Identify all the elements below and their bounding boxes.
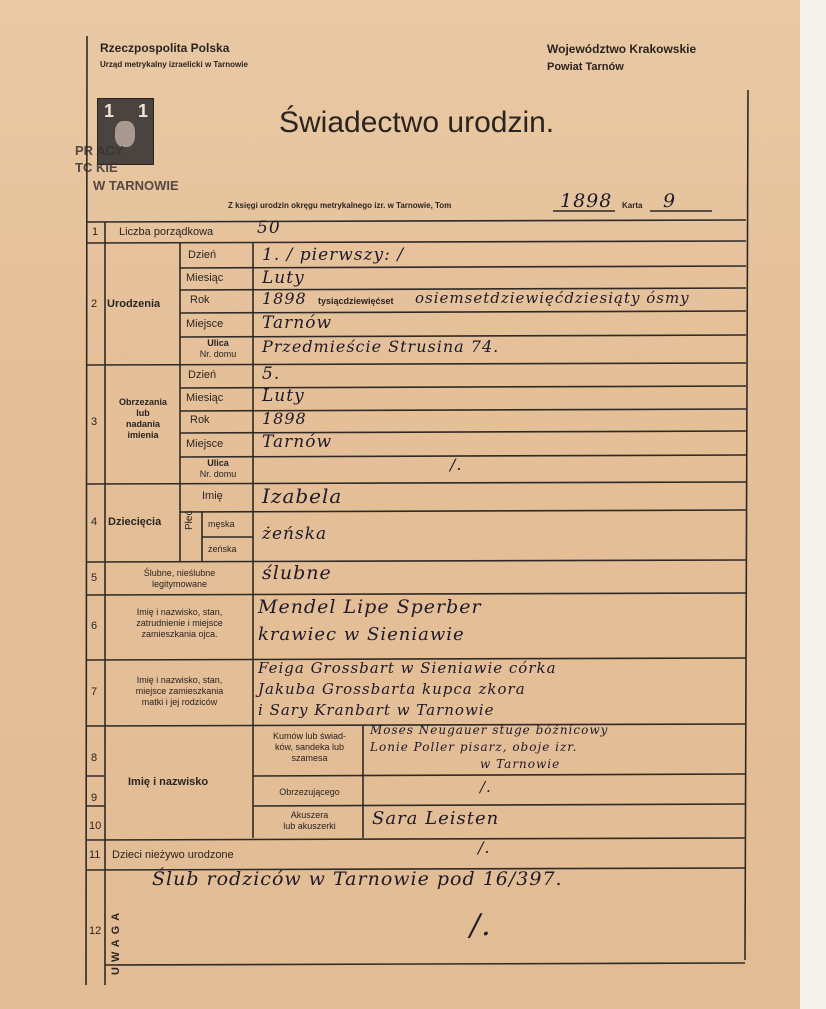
row6-number: 6: [91, 620, 98, 632]
row9-label: Obrzezującego: [279, 787, 340, 797]
row3-dzien-value: 5.: [262, 364, 281, 384]
row6-line1: Mendel Lipe Sperber: [258, 596, 482, 618]
row10-number: 10: [89, 820, 102, 832]
header-right-subtitle: Powiat Tarnów: [547, 61, 624, 73]
stamp-text-line1: PR ACY: [75, 143, 124, 158]
row10-value: Sara Leisten: [372, 808, 500, 829]
row2-miesiac-value: Luty: [262, 268, 305, 288]
header-left-title: Rzeczpospolita Polska: [100, 41, 230, 55]
row3-miejsce-label: Miejsce: [186, 438, 224, 450]
row3-number: 3: [91, 416, 98, 428]
row3-label-3: nadania: [125, 419, 160, 429]
stamp-text-line3: W TARNOWIE: [93, 178, 179, 193]
row3-label-1: Obrzezania: [118, 397, 167, 407]
row3-ulica-value: /.: [450, 455, 463, 474]
row12-line2: /.: [470, 908, 492, 943]
stamp-text-line2: TC KIE: [75, 160, 118, 175]
row7-line1: Feiga Grossbart w Sieniawie córka: [258, 659, 557, 677]
row4-plec-label: Płeć: [184, 510, 195, 530]
stamp-value-right: 1: [138, 101, 149, 121]
row3-label-4: imienia: [127, 430, 159, 440]
row4-label: Dziecięcia: [108, 516, 162, 528]
row2-dzien-label: Dzień: [188, 249, 217, 261]
row3-nrdomu-label: Nr. domu: [199, 469, 237, 479]
row3-miesiac-label: Miesiąc: [186, 392, 224, 404]
rows8-10-label: Imię i nazwisko: [128, 776, 209, 788]
stamp-value-left: 1: [104, 101, 115, 121]
row8-line2: Lonie Poller pisarz, oboje izr.: [370, 740, 578, 754]
row3-rok-label: Rok: [190, 414, 210, 426]
row3-miejsce-value: Tarnów: [262, 432, 333, 452]
row6-line2: krawiec w Sieniawie: [258, 624, 465, 645]
row3-label-2: lub: [136, 408, 150, 418]
row6-label-1: Imię i nazwisko, stan,: [136, 607, 223, 617]
row5-label-2: legitymowane: [151, 579, 208, 589]
row1-label: Liczba porządkowa: [119, 226, 214, 238]
row4-meska-label: męska: [208, 519, 235, 529]
row4-number: 4: [91, 516, 98, 528]
row12-label: UWAGA: [110, 907, 122, 975]
row4-zenska-label: żeńska: [208, 544, 237, 554]
row2-rok-words: osiemsetdziewięćdziesiąty ósmy: [415, 289, 690, 307]
row2-ulica-value: Przedmieście Strusina 74.: [262, 337, 500, 356]
row10-label-1: Akuszera: [290, 810, 329, 820]
row7-number: 7: [91, 686, 98, 698]
row1-value: 50: [257, 218, 281, 238]
row7-label-1: Imię i nazwisko, stan,: [136, 675, 223, 685]
row8-label-1: Kumów lub świad-: [272, 731, 347, 741]
row8-label-2: ków, sandeka lub: [274, 742, 345, 752]
row7-line3: i Sary Kranbart w Tarnowie: [258, 701, 495, 719]
row5-number: 5: [91, 572, 98, 584]
book-line-prefix: Z księgi urodzin okręgu metrykalnego izr. w Tarnowie, Tom: [228, 201, 452, 210]
row8-line3: w Tarnowie: [480, 757, 561, 771]
row3-miesiac-value: Luty: [262, 386, 305, 406]
row11-label: Dzieci nieżywo urodzone: [112, 849, 234, 861]
row3-rok-value: 1898: [262, 409, 307, 428]
row7-label-3: matki i jej rodziców: [141, 697, 218, 707]
row8-label-3: szamesa: [291, 753, 328, 763]
row2-number: 2: [91, 298, 98, 310]
row8-number: 8: [91, 752, 98, 764]
row2-rok-printed: tysiącdziewięćset: [318, 296, 394, 306]
row4-plec-value: żeńska: [262, 524, 328, 544]
row2-ulica-label: Ulica: [207, 338, 229, 348]
row10-label-2: lub akuszerki: [283, 821, 336, 831]
row1-number: 1: [92, 226, 99, 238]
row2-dzien-value: 1. / pierwszy: /: [262, 245, 404, 265]
row7-line2: Jakuba Grossbarta kupca zkora: [258, 680, 526, 698]
row6-label-2: zatrudnienie i miejsce: [136, 618, 223, 628]
row6-label-3: zamieszkania ojca.: [141, 629, 218, 639]
row12-number: 12: [89, 925, 102, 937]
row2-miejsce-value: Tarnów: [262, 313, 333, 333]
row5-label-1: Ślubne, nieślubne: [143, 568, 216, 578]
row12-line1: Ślub rodziców w Tarnowie pod 16/397.: [152, 868, 563, 890]
row2-miejsce-label: Miejsce: [186, 318, 224, 330]
row3-ulica-label: Ulica: [207, 458, 229, 468]
row3-dzien-label: Dzień: [188, 369, 217, 381]
row5-value: ślubne: [262, 562, 332, 584]
row2-nrdomu-label: Nr. domu: [199, 349, 237, 359]
row4-imie-value: Izabela: [262, 484, 343, 508]
row11-value: /.: [478, 838, 491, 857]
row2-label: Urodzenia: [107, 298, 161, 310]
row2-miesiac-label: Miesiąc: [186, 272, 224, 284]
row4-imie-label: Imię: [202, 490, 223, 502]
row7-label-2: miejsce zamieszkania: [135, 686, 224, 696]
document-title: Świadectwo urodzin.: [279, 106, 555, 139]
book-karta-value: 9: [663, 190, 677, 212]
row8-line1: Moses Neugauer stuge bóżnicowy: [370, 723, 609, 737]
row2-rok-label: Rok: [190, 294, 210, 306]
book-tom-value: 1898: [560, 190, 613, 212]
row9-number: 9: [91, 792, 98, 804]
book-karta-label: Karta: [622, 201, 643, 210]
row9-value: /.: [480, 778, 492, 796]
header-left-subtitle: Urząd metrykalny izraelicki w Tarnowie: [100, 60, 248, 69]
row2-rok-value: 1898: [262, 289, 307, 308]
row11-number: 11: [89, 849, 101, 861]
header-right-title: Województwo Krakowskie: [547, 42, 697, 56]
